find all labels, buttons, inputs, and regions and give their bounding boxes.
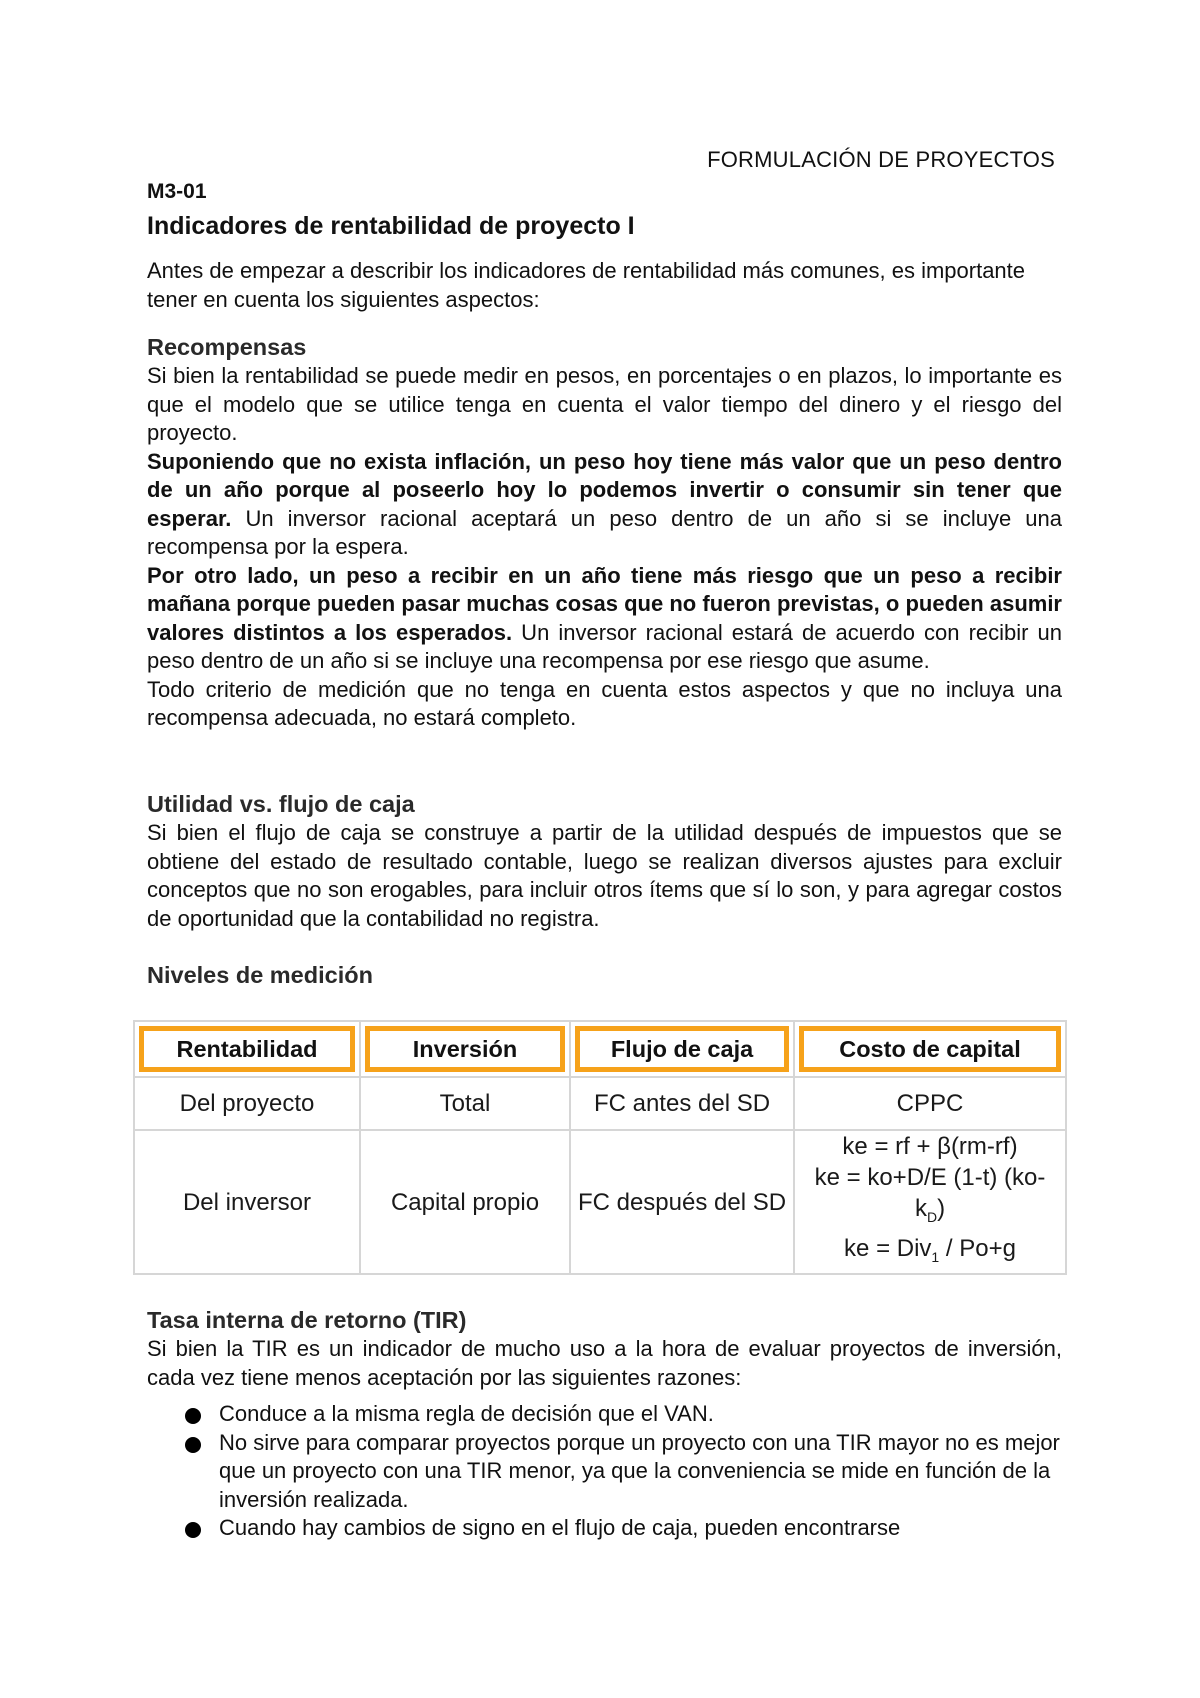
list-item: Cuando hay cambios de signo en el flujo de caja, pueden encontrarse bbox=[147, 1514, 1062, 1543]
measurement-levels-table bbox=[133, 1020, 1067, 1275]
table-header-cell: Costo de capital bbox=[799, 1026, 1061, 1072]
formula-leverage: ke = ko+D/E (1-t) $(ko-k_D)$ bbox=[814, 1164, 1046, 1225]
bold-text: Suponiendo que no exista inflación, un peso hoy tiene más valor que un peso dentro de un año porque al poseerlo hoy lo podemos invertir o consumir sin tener que esperar. bbox=[147, 448, 1062, 531]
table-row bbox=[134, 1130, 1066, 1274]
paragraph: Todo criterio de medición que no tenga en cuenta estos aspectos y que no incluya una recompensa adecuada, no estará completo. bbox=[147, 676, 1062, 730]
paragraph: Si bien la TIR es un indicador de mucho uso a la hora de evaluar proyectos de inversión, cada vez tiene menos aceptación por las siguientes razones: bbox=[147, 1336, 1062, 1390]
table-cell: Del proyecto bbox=[134, 1077, 360, 1130]
table-cell: Del inversor bbox=[134, 1130, 360, 1274]
bullet-list bbox=[147, 1400, 1062, 1543]
bold-text: Por otro lado, un peso a recibir en un año tiene más riesgo que un peso a recibir mañana porque pueden pasar muchas cosas que no fueron previstas, o pueden asumir valores distintos a los esperados. bbox=[147, 562, 1062, 645]
table-header-cell: Inversión bbox=[365, 1026, 565, 1072]
paragraph: Si bien el flujo de caja se construye a partir de la utilidad después de impuestos que se obtiene del estado de resultado contable, luego se realizan diversos ajustes para excluir conceptos que no son erogables, para incluir otros ítems que sí lo son, y para agregar costos de oportunidad que la contabilidad no registra. bbox=[147, 820, 1062, 931]
module-code: M3-01 bbox=[147, 180, 207, 203]
section-heading: Niveles de medición bbox=[147, 962, 373, 988]
paragraph: Si bien la rentabilidad se puede medir en pesos, en porcentajes o en plazos, lo importante es que el modelo que se utilice tenga en cuenta el valor tiempo del dinero y el riesgo del proyecto. bbox=[147, 363, 1062, 445]
bullet-icon bbox=[185, 1522, 201, 1538]
text: Un inversor racional aceptará un peso dentro de un año si se incluye una recompensa por la espera. bbox=[147, 505, 1062, 559]
table-cell: Total bbox=[360, 1077, 570, 1130]
section-utilidad bbox=[147, 789, 1062, 933]
formula-dividend: ke = Div$_1$ / Po+g bbox=[844, 1235, 1016, 1265]
table-cell: FC después del SD bbox=[570, 1130, 794, 1274]
formula-capm: ke = rf + β(rm-rf) bbox=[842, 1133, 1018, 1161]
course-title: FORMULACIÓN DE PROYECTOS bbox=[707, 147, 1055, 172]
text: Un inversor racional estará de acuerdo con recibir un peso dentro de un año si se incluye una recompensa por ese riesgo que asume. bbox=[147, 619, 1062, 673]
table-row bbox=[134, 1077, 1066, 1130]
section-niveles bbox=[147, 960, 1062, 990]
section-tir bbox=[147, 1305, 1062, 1543]
formula-cell bbox=[794, 1130, 1066, 1274]
table-cell: FC antes del SD bbox=[570, 1077, 794, 1130]
document-title: Indicadores de rentabilidad de proyecto I bbox=[147, 212, 635, 240]
section-recompensas bbox=[147, 332, 1062, 733]
paragraph bbox=[147, 448, 1062, 562]
paragraph bbox=[147, 562, 1062, 676]
list-item: Conduce a la misma regla de decisión que el VAN. bbox=[147, 1400, 1062, 1429]
section-heading: Recompensas bbox=[147, 334, 307, 360]
section-heading: Utilidad vs. flujo de caja bbox=[147, 791, 415, 817]
section-heading: Tasa interna de retorno (TIR) bbox=[147, 1307, 467, 1333]
table-cell: Capital propio bbox=[360, 1130, 570, 1274]
table-header-cell: Rentabilidad bbox=[139, 1026, 355, 1072]
intro-paragraph: Antes de empezar a describir los indicadores de rentabilidad más comunes, es importante tener en cuenta los siguientes aspectos: bbox=[147, 258, 1026, 312]
table-header-row bbox=[134, 1021, 1066, 1077]
list-item: No sirve para comparar proyectos porque un proyecto con una TIR mayor no es mejor que un proyecto con una TIR menor, ya que la conveniencia se mide en función de la inversión realizada. bbox=[147, 1429, 1062, 1515]
table-cell: CPPC bbox=[794, 1077, 1066, 1130]
bullet-icon bbox=[185, 1408, 201, 1424]
bullet-icon bbox=[185, 1437, 201, 1453]
table-header-cell: Flujo de caja bbox=[575, 1026, 789, 1072]
